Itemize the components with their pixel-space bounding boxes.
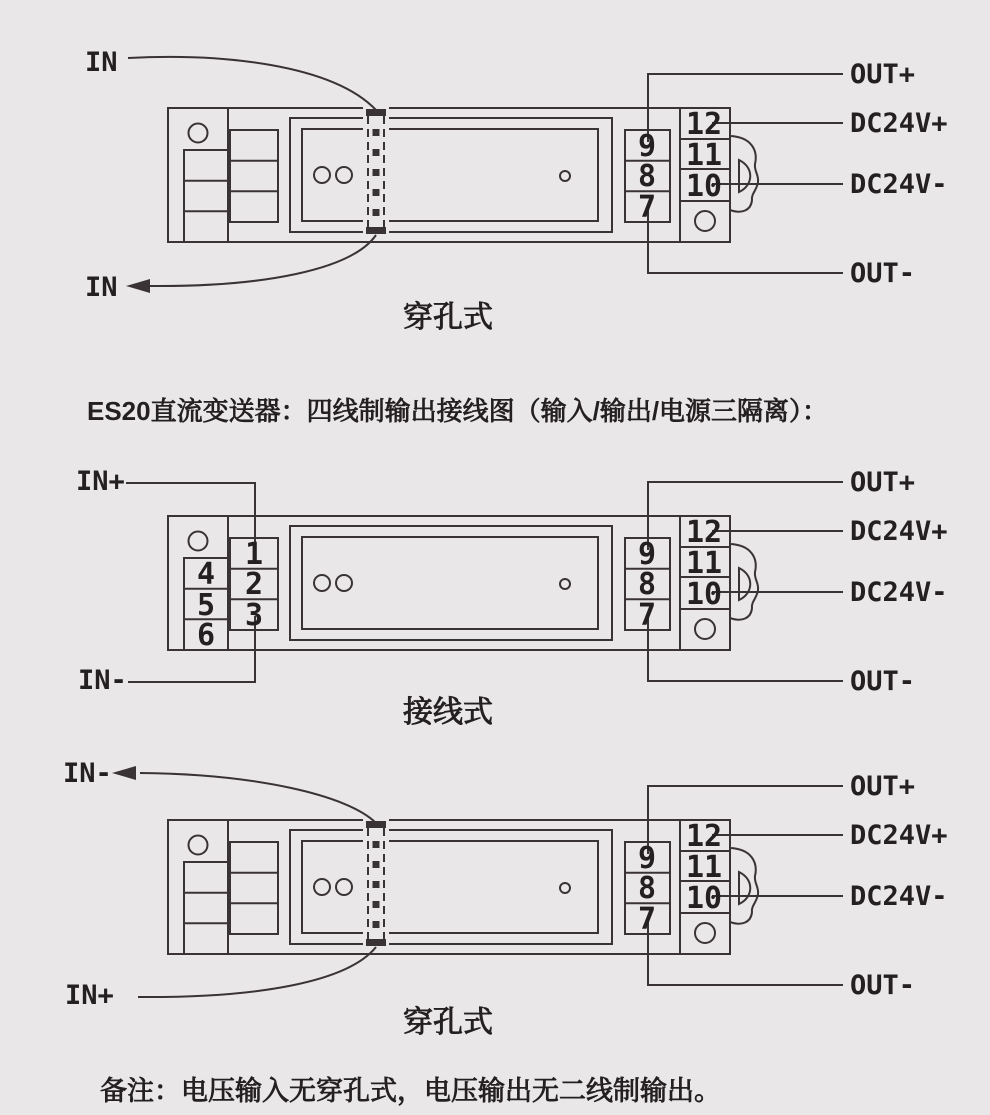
out-plus-label: OUT+ [850,771,916,802]
terminal-8: 8 [637,567,657,602]
dc24v-plus-label: DC24V+ [850,108,948,139]
terminal-7: 7 [637,190,657,225]
remark-note: 备注：电压输入无穿孔式，电压输出无二线制输出。 [100,1076,721,1106]
device-body [168,820,758,954]
dc24v-plus-label: DC24V+ [850,820,948,851]
input-label-bottom: IN [85,272,118,303]
input-label-bottom: IN- [78,665,127,696]
terminal-10: 10 [685,169,723,204]
terminal-2: 2 [244,567,264,602]
terminal-12: 12 [685,515,723,550]
diagram-caption: 穿孔式 [403,1006,493,1039]
dc24v-minus-label: DC24V- [850,881,948,912]
terminal-9: 9 [637,841,657,876]
terminal-9: 9 [637,129,657,164]
diagram-caption: 穿孔式 [403,301,493,334]
out-minus-label: OUT- [850,666,916,697]
diagram-caption: 接线式 [403,696,493,729]
arrowhead-icon [126,279,150,293]
diagram-through-hole-top [85,47,948,334]
terminal-12: 12 [685,819,723,854]
terminal-5: 5 [196,588,216,623]
through-hole-strip [363,107,389,235]
terminal-4: 4 [196,557,216,592]
terminal-10: 10 [685,577,723,612]
terminal-8: 8 [637,159,657,194]
diagram-through-hole-bottom [63,758,948,1039]
input-label-top: IN [85,47,118,78]
through-hole-strip [363,819,389,947]
terminal-1: 1 [244,537,264,572]
terminal-10: 10 [685,881,723,916]
input-top-wire [140,773,376,823]
out-plus-label: OUT+ [850,467,916,498]
diagram-wired-middle [76,466,948,729]
device-body [168,108,758,242]
arrowhead-icon [112,766,136,780]
terminal-11: 11 [685,546,723,581]
input-label-top: IN+ [76,466,125,497]
terminal-12: 12 [685,107,723,142]
terminal-7: 7 [637,902,657,937]
dc24v-minus-label: DC24V- [850,577,948,608]
terminal-6: 6 [196,618,216,653]
input-top-wire [128,57,376,110]
terminal-11: 11 [685,850,723,885]
page-title: ES20直流变送器：四线制输出接线图（输入/输出/电源三隔离）： [87,396,829,426]
terminal-3: 3 [244,598,264,633]
input-label-bottom: IN+ [65,980,114,1011]
out-minus-label: OUT- [850,258,916,289]
terminal-8: 8 [637,871,657,906]
terminal-9: 9 [637,537,657,572]
out-minus-label: OUT- [850,970,916,1001]
dc24v-plus-label: DC24V+ [850,516,948,547]
input-label-top: IN- [63,758,112,789]
dc24v-minus-label: DC24V- [850,169,948,200]
out-plus-label: OUT+ [850,59,916,90]
terminal-11: 11 [685,138,723,173]
terminal-7: 7 [637,598,657,633]
